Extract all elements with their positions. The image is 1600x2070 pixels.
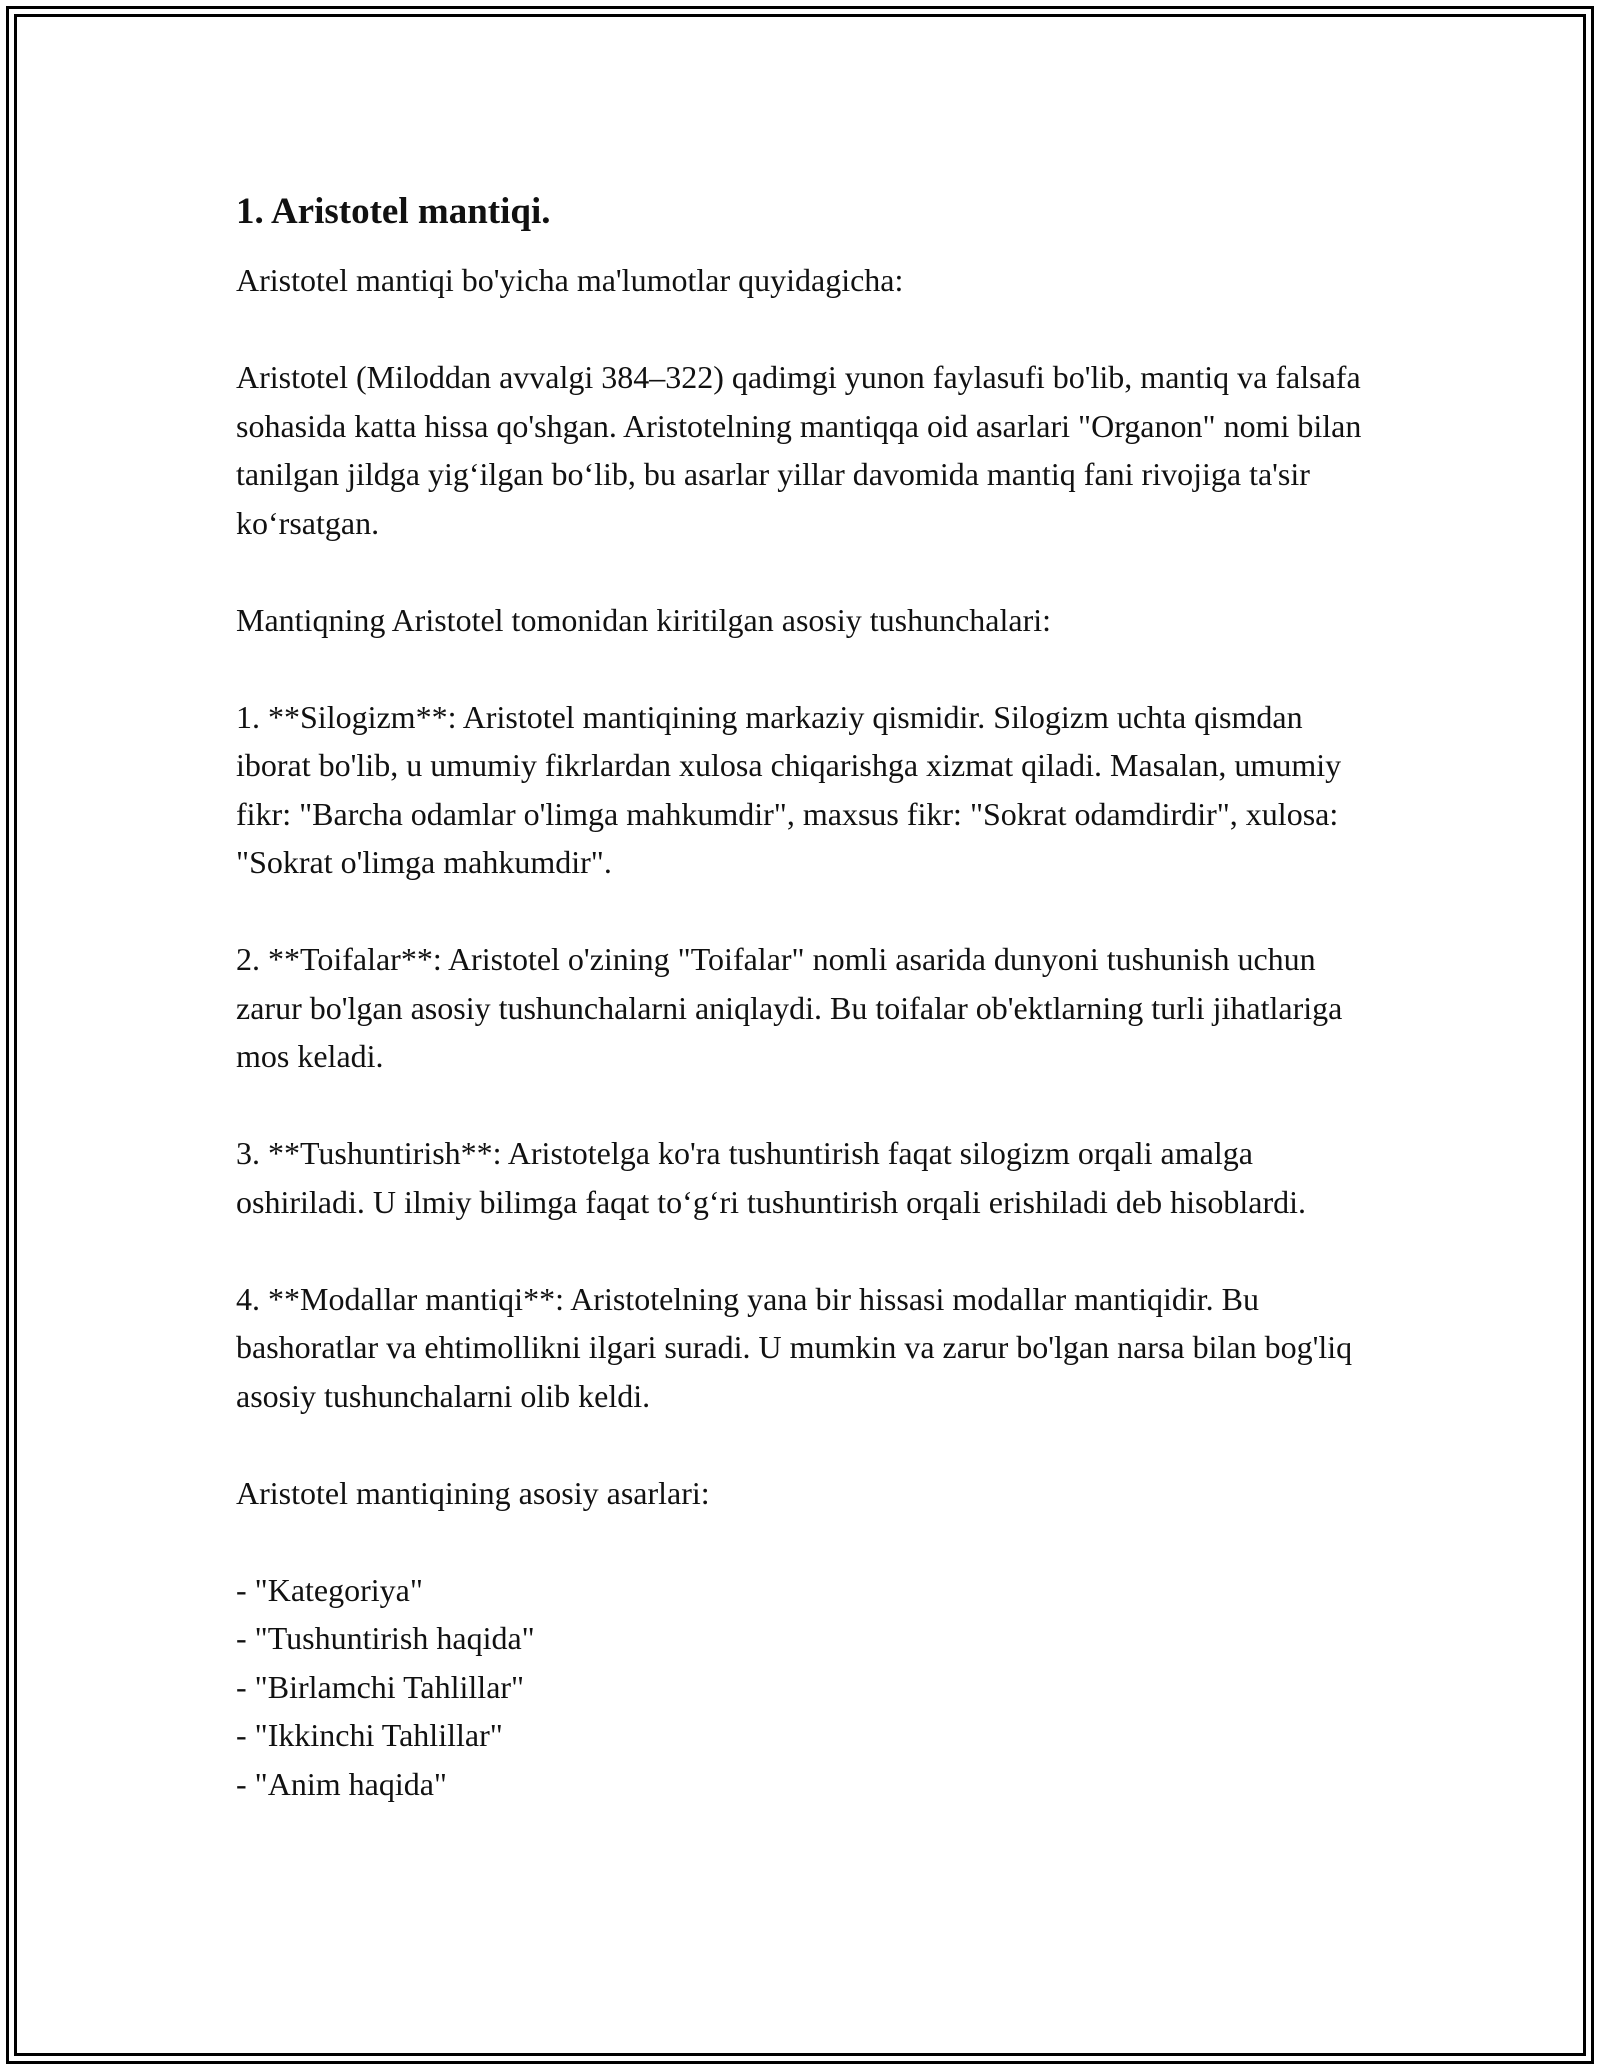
document-body	[236, 188, 1376, 1808]
concepts-heading: Mantiqning Aristotel tomonidan kiritilgan asosiy tushunchalari:	[236, 601, 1052, 638]
works-list-item: - "Birlamchi Tahlillar"	[236, 1668, 525, 1705]
concept-paragraph-toifalar: 2. **Toifalar**: Aristotel o'zining "Toifalar" nomli asarida dunyoni tushunish uchun zarur bo'lgan asosiy tushunchalarni aniqlaydi. Bu toifalar ob'ektlarning turli jihatlariga mos keladi.	[236, 941, 1343, 1074]
concept-paragraph-tushuntirish: 3. **Tushuntirish**: Aristotelga ko'ra tushuntirish faqat silogizm orqali amalga oshiriladi. U ilmiy bilimga faqat to‘g‘ri tushuntirish orqali erishiladi deb hisoblardi.	[236, 1135, 1307, 1220]
works-list-item: - "Tushuntirish haqida"	[236, 1620, 535, 1656]
concept-paragraph-silogizm: 1. **Silogizm**: Aristotel mantiqining markaziy qismidir. Silogizm uchta qismdan iborat bo'lib, u umumiy fikrlardan xulosa chiqarishga xizmat qiladi. Masalan, umumiy fikr: "Barcha odamlar o'limga mahkumdir", maxsus fikr: "Sokrat odamdirdir", xulosa: "Sokrat o'limga mahkumdir".	[236, 698, 1342, 880]
works-heading: Aristotel mantiqining asosiy asarlari:	[236, 1474, 710, 1511]
bio-paragraph: Aristotel (Miloddan avvalgi 384–322) qadimgi yunon faylasufi bo'lib, mantiq va falsafa sohasida katta hissa qo'shgan. Aristotelning mantiqqa oid asarlari "Organon" nomi bilan tanilgan jildga yig‘ilgan bo‘lib, bu asarlar yillar davomida mantiq fani rivojiga ta'sir ko‘rsatgan.	[236, 359, 1362, 541]
works-list-item: - "Ikkinchi Tahlillar"	[236, 1717, 503, 1753]
document-title: 1. Aristotel mantiqi.	[236, 191, 551, 232]
works-list	[236, 1566, 1376, 1809]
concept-paragraph-modallar: 4. **Modallar mantiqi**: Aristotelning yana bir hissasi modallar mantiqidir. Bu bashoratlar va ehtimollikni ilgari suradi. U mumkin va zarur bo'lgan narsa bilan bog'liq asosiy tushunchalarni olib keldi.	[236, 1280, 1353, 1414]
works-list-item: - "Kategoriya"	[236, 1571, 423, 1608]
intro-paragraph: Aristotel mantiqi bo'yicha ma'lumotlar quyidagicha:	[236, 262, 904, 298]
works-list-item: - "Anim haqida"	[236, 1765, 447, 1802]
